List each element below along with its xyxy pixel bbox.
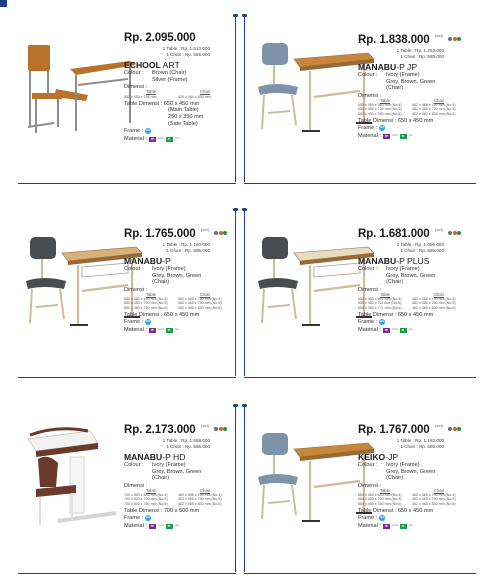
frame-row xyxy=(124,318,232,326)
card-border-tick xyxy=(242,14,247,17)
colour-row xyxy=(358,72,466,92)
dimension-col-chair xyxy=(178,489,232,506)
product-price: Rp. 2.095.000 xyxy=(124,32,196,44)
product-card-2[interactable] xyxy=(244,2,476,185)
dimension-values-chair xyxy=(178,297,232,310)
table-dimensi-label: Table Dimensi : xyxy=(358,311,397,318)
product-price: Rp. 2.173.000 xyxy=(124,424,196,436)
frame-badge-icon: BC xyxy=(380,516,385,520)
dimension-values-table xyxy=(124,493,178,506)
colour-row xyxy=(124,462,232,482)
table-dimensi xyxy=(124,508,232,515)
dimension-col-chair xyxy=(412,489,466,506)
frame-row xyxy=(358,124,466,132)
product-info xyxy=(124,418,232,530)
dimension-head-table: Table xyxy=(379,97,390,103)
dimensi-label: Dimensi : xyxy=(358,482,382,489)
list-item: 462 x 465 x 790 mm (No.5) xyxy=(412,107,456,112)
card-border-vertical xyxy=(235,406,236,572)
chair-price: 1 Chair : Rp. 585.000 xyxy=(166,51,210,57)
card-border-horizontal xyxy=(18,183,236,184)
price-line xyxy=(358,418,466,438)
material-label: Material : xyxy=(124,523,148,530)
list-item: 462 x 465 x 790 mm (No.5) xyxy=(412,301,456,306)
table-price: 1 Table : Rp. 1.180.000 xyxy=(162,242,210,247)
dimension-col-chair xyxy=(178,293,232,310)
material-pl-icon: PL xyxy=(167,524,171,528)
list-item: (Chair) xyxy=(386,85,404,92)
swatch-green xyxy=(223,427,227,431)
material-label: Material : xyxy=(358,133,382,140)
colour-label: Colour : xyxy=(124,266,144,273)
list-item: 650 x 450 x 640 mm (No.4) xyxy=(358,493,402,498)
dimensi-label: Dimensi : xyxy=(124,482,148,489)
frame-label: Frame : xyxy=(124,128,144,135)
table-dimensi xyxy=(124,312,232,319)
material-label: Material : xyxy=(124,327,148,334)
card-border-tick xyxy=(233,14,238,17)
material-pp-icon: PP xyxy=(384,524,389,528)
price-line xyxy=(124,222,232,242)
dimension-table xyxy=(358,293,466,310)
list-item: 462 x 465 x 790 mm (No.5) xyxy=(178,301,222,306)
dimension-col-chair xyxy=(412,99,466,116)
table-dimensi-label: Table Dimensi : xyxy=(358,507,397,514)
table-dimensi-values xyxy=(164,312,199,318)
table-dimensi-label: Table Dimensi : xyxy=(124,311,163,318)
swatch-green xyxy=(223,231,227,235)
colour-swatches xyxy=(448,28,462,46)
dimension-head-table: Table xyxy=(145,291,156,297)
product-name: MANABU-P HD xyxy=(124,452,186,463)
swatch-brown xyxy=(219,231,223,235)
colour-row xyxy=(358,266,466,286)
dimension-head-chair: Chair xyxy=(433,487,444,493)
list-item: 700 x 500 x 640 mm (No.4) xyxy=(124,493,168,498)
table-dimensi xyxy=(358,508,466,515)
list-item: 650 x 450 mm xyxy=(397,507,434,514)
frame-badge-icon: BC xyxy=(146,516,151,520)
list-item: 650 x 450 x 711 mm (No.5) xyxy=(358,301,402,306)
list-item: 650 x 450 x 661 mm (No.4) xyxy=(358,297,402,302)
list-item: 250 x 350 mm xyxy=(168,113,204,120)
chair-price: 1 Chair : Rp. 585.000 xyxy=(400,53,444,59)
card-border-vertical xyxy=(235,210,236,376)
list-item: 650 x 450 x 700 mm (No.5) xyxy=(124,301,168,306)
material-row xyxy=(358,132,466,140)
swatch-grey xyxy=(214,427,218,431)
frame-row xyxy=(358,514,466,522)
list-item: 700 x 500 x 700 mm (No.5) xyxy=(124,497,168,502)
dimension-col-table xyxy=(358,293,412,310)
dimensi-label: Dimensi : xyxy=(124,286,148,293)
material-pp-note: Solid xyxy=(392,328,398,332)
product-price: Rp. 1.765.000 xyxy=(124,228,196,240)
set-label: (set) xyxy=(435,33,444,38)
material-pl-icon: PL xyxy=(167,328,171,332)
list-item: 650 x 450 x 640 mm (No.4) xyxy=(124,297,168,302)
card-border-tick xyxy=(242,208,247,211)
product-price: Rp. 1.838.000 xyxy=(358,34,430,46)
dimension-values-table xyxy=(124,297,178,310)
list-item: 650 x 450 mm xyxy=(397,117,434,124)
list-item: Grey, Brown, Green xyxy=(386,78,436,85)
swatch-green xyxy=(457,231,461,235)
material-pl-note: Non xyxy=(174,524,180,528)
dimensi-label: Dimensi : xyxy=(358,286,382,293)
dimension-table xyxy=(124,293,232,310)
table-dimensi xyxy=(124,101,232,127)
list-item: 462 x 465 x 750 mm (No.4) xyxy=(412,493,456,498)
colour-values xyxy=(152,70,232,83)
list-item: Ivory (Frame) xyxy=(386,462,420,469)
dimension-head-chair: Chair xyxy=(199,487,210,493)
swatch-brown xyxy=(453,231,457,235)
list-item: 462 x 462 x 839 mm (No.6) xyxy=(412,111,456,116)
swatch-green xyxy=(457,427,461,431)
colour-swatches xyxy=(214,222,228,240)
list-item: 462 x 465 x 830 mm (No.6) xyxy=(412,305,456,310)
table-dimensi xyxy=(358,118,466,125)
swatch-brown xyxy=(453,427,457,431)
list-item: 700 x 500 mm xyxy=(163,507,200,514)
list-item: Brown (Chair) xyxy=(152,70,187,77)
chair-price: 1 Chair : Rp. 585.000 xyxy=(166,443,210,449)
table-dimensi-values xyxy=(398,508,433,514)
colour-label: Colour : xyxy=(124,70,144,77)
table-dimensi-label: Table Dimensi : xyxy=(124,507,163,514)
frame-badge-icon: BC xyxy=(146,320,151,324)
product-card-4[interactable] xyxy=(244,196,476,379)
material-pl-note: Non xyxy=(174,328,180,332)
list-item: Ivory (Frame) xyxy=(386,72,420,79)
list-item: Ivory (Frame) xyxy=(152,462,186,469)
list-item: 650 x 450 mm xyxy=(163,311,200,318)
material-pl-note: Non xyxy=(174,137,180,141)
product-price: Rp. 1.681.000 xyxy=(358,228,430,240)
colour-row xyxy=(124,266,232,286)
product-info xyxy=(124,28,232,143)
price-line xyxy=(358,222,466,242)
colour-values xyxy=(386,72,466,92)
list-item: 650 x 450 mm xyxy=(163,100,200,107)
list-item: 650 x 450 x 760 mm (No.6) xyxy=(124,305,168,310)
list-item: 462 x 465 x 750 mm (No.4) xyxy=(178,493,222,498)
swatch-brown xyxy=(219,427,223,431)
product-info xyxy=(358,28,466,140)
table-dimensi-values xyxy=(398,118,433,124)
frame-label: Frame : xyxy=(124,319,144,326)
list-item: 429 x 444 x 830 mm xyxy=(178,94,211,99)
material-row xyxy=(124,522,232,530)
list-item: Grey, Brown, Green xyxy=(386,468,436,475)
dimension-head-table: Table xyxy=(145,89,156,95)
list-item: 650 x 450 mm xyxy=(397,311,434,318)
card-border-horizontal xyxy=(244,573,476,574)
colour-label: Colour : xyxy=(358,72,378,79)
list-item: (Chair) xyxy=(152,475,170,482)
product-price: Rp. 1.767.000 xyxy=(358,424,430,436)
dimension-col-chair xyxy=(412,293,466,310)
frame-row xyxy=(124,514,232,522)
dimensi-label: Dimensi : xyxy=(358,92,382,99)
material-pp-note: Solid xyxy=(158,524,164,528)
material-label: Material : xyxy=(124,136,148,143)
table-dimensi xyxy=(358,312,466,319)
dimension-col-table xyxy=(358,489,412,506)
material-pl-note: Non xyxy=(408,524,414,528)
dimension-head-chair: Chair xyxy=(199,291,210,297)
card-border-horizontal xyxy=(244,377,476,378)
list-item: 462 x 465 x 790 mm (No.5) xyxy=(412,497,456,502)
card-border-tick xyxy=(242,404,247,407)
material-label: Material : xyxy=(358,327,382,334)
dimension-values-table xyxy=(124,95,178,99)
dimensi-label: Dimensi : xyxy=(124,84,148,91)
table-dimensi-values xyxy=(398,312,433,318)
list-item: (Chair) xyxy=(152,279,170,286)
set-label: (set) xyxy=(201,227,210,232)
swatch-green xyxy=(457,37,461,41)
material-pp-icon: PP xyxy=(150,524,155,528)
material-pl-note: Non xyxy=(408,328,414,332)
frame-badge-icon: BC xyxy=(380,320,385,324)
price-line xyxy=(358,28,466,48)
price-line xyxy=(124,28,232,46)
material-pp-icon: PP xyxy=(150,328,155,332)
colour-swatches xyxy=(214,418,228,436)
frame-label: Frame : xyxy=(358,319,378,326)
frame-badge-icon: BC xyxy=(380,126,385,130)
material-row xyxy=(124,135,232,143)
list-item: 650 x 450 x 780 mm (No.6) xyxy=(358,111,402,116)
product-card-5[interactable] xyxy=(4,392,236,575)
dimension-head-table: Table xyxy=(379,291,390,297)
list-item: 650 x 450 x 771 mm (No.6) xyxy=(358,305,402,310)
material-pp-note: Solid xyxy=(392,524,398,528)
price-line xyxy=(124,418,232,438)
list-item: 462 x 465 x 830 mm (No.6) xyxy=(178,305,222,310)
dimension-col-table xyxy=(124,489,178,506)
card-border-horizontal xyxy=(18,377,236,378)
colour-label: Colour : xyxy=(358,462,378,469)
dimension-values-chair xyxy=(412,103,466,116)
material-pp-icon: PP xyxy=(384,134,389,138)
list-item: 700 x 500 x 760 mm (No.6) xyxy=(124,501,168,506)
swatch-grey xyxy=(448,427,452,431)
colour-row xyxy=(358,462,466,482)
card-border-vertical xyxy=(244,406,245,572)
frame-row xyxy=(124,127,232,135)
colour-values xyxy=(152,266,232,286)
list-item: Ivory (Frame) xyxy=(386,266,420,273)
frame-row xyxy=(358,318,466,326)
dimension-values-table xyxy=(358,103,412,116)
chair-price: 1 Chair : Rp. 585.000 xyxy=(400,247,444,253)
dimension-head-table: Table xyxy=(145,487,156,493)
card-border-horizontal xyxy=(244,183,476,184)
dimension-values-table xyxy=(358,297,412,310)
table-price: 1 Table : Rp. 1.510.000 xyxy=(162,46,210,51)
list-item: 650 x 450 x 730 mm (No.5) xyxy=(358,107,402,112)
table-dimensi-label: Table Dimensi : xyxy=(358,117,397,124)
dimension-values-table xyxy=(358,493,412,506)
list-item: (Chair) xyxy=(386,279,404,286)
material-pl-icon: PL xyxy=(401,328,405,332)
material-pl-icon: PL xyxy=(401,524,405,528)
dimension-values-chair xyxy=(178,493,232,506)
product-name: KEIKO-JP xyxy=(358,452,399,463)
product-name: MANABU-P JP xyxy=(358,62,418,73)
card-border-vertical xyxy=(244,210,245,376)
product-info xyxy=(358,418,466,530)
dimension-table xyxy=(358,489,466,506)
list-item: 650 x 450 x 580 mm (No.4) xyxy=(358,103,402,108)
dimension-table xyxy=(124,90,232,98)
table-price: 1 Table : Rp. 1.588.000 xyxy=(162,438,210,443)
frame-label: Frame : xyxy=(358,125,378,132)
colour-swatches xyxy=(448,222,462,240)
material-pp-icon: PP xyxy=(384,328,389,332)
material-pp-icon: PP xyxy=(150,137,155,141)
dimension-head-chair: Chair xyxy=(199,89,210,95)
table-price: 1 Table : Rp. 1.182.000 xyxy=(396,438,444,443)
dimension-col-table xyxy=(124,293,178,310)
product-info xyxy=(124,222,232,334)
card-border-tick xyxy=(233,404,238,407)
dimension-table xyxy=(124,489,232,506)
colour-label: Colour : xyxy=(124,462,144,469)
dimension-values-chair xyxy=(412,297,466,310)
frame-badge-icon: BC xyxy=(146,129,151,133)
product-card-1[interactable] xyxy=(4,2,236,185)
frame-label: Frame : xyxy=(358,515,378,522)
colour-label: Colour : xyxy=(358,266,378,273)
swatch-brown xyxy=(453,37,457,41)
table-price: 1 Table : Rp. 1.253.000 xyxy=(396,48,444,53)
material-pp-note: Solid xyxy=(158,328,164,332)
product-card-6[interactable] xyxy=(244,392,476,575)
material-row xyxy=(358,326,466,334)
list-item: 462 x 465 x 830 mm (No.6) xyxy=(412,501,456,506)
product-card-3[interactable] xyxy=(4,196,236,379)
table-dimensi-label: Table Dimensi : xyxy=(124,100,163,107)
card-border-vertical xyxy=(235,16,236,182)
swatch-grey xyxy=(448,231,452,235)
set-label: (set) xyxy=(435,423,444,428)
list-item: 462 x 466 x 750 mm (No.4) xyxy=(412,297,456,302)
dimension-values-chair xyxy=(412,493,466,506)
list-item: 462 x 466 x 750 mm (No.4) xyxy=(412,103,456,108)
product-info xyxy=(358,222,466,334)
material-label: Material : xyxy=(358,523,382,530)
list-item: 650 x 450 x 760 mm (No.6) xyxy=(358,501,402,506)
colour-values xyxy=(386,266,466,286)
list-item: (Side Table) xyxy=(168,120,198,127)
material-row xyxy=(124,326,232,334)
dimension-table xyxy=(358,99,466,116)
product-name: MANABU-P xyxy=(124,256,171,267)
swatch-grey xyxy=(448,37,452,41)
list-item: Grey, Brown, Green xyxy=(152,272,202,279)
dimension-values-chair xyxy=(178,95,232,99)
chair-price: 1 Chair : Rp. 585.000 xyxy=(166,247,210,253)
dimension-head-chair: Chair xyxy=(433,291,444,297)
list-item: 462 x 465 x 790 mm (No.5) xyxy=(178,497,222,502)
product-name: MANABU-P PLUS xyxy=(358,256,430,267)
colour-row xyxy=(124,70,232,83)
table-price: 1 Table : Rp. 1.096.000 xyxy=(396,242,444,247)
list-item: (Chair) xyxy=(386,475,404,482)
dimension-head-chair: Chair xyxy=(433,97,444,103)
set-label: (set) xyxy=(435,227,444,232)
material-pp-note: Solid xyxy=(158,137,164,141)
swatch-grey xyxy=(214,231,218,235)
chair-price: 1 Chair : Rp. 585.000 xyxy=(400,443,444,449)
card-border-vertical xyxy=(244,16,245,182)
list-item: Ivory (Frame) xyxy=(152,266,186,273)
list-item: (Main Table) xyxy=(168,107,199,114)
list-item: 852 x 450 x 754 mm xyxy=(124,94,157,99)
dimension-col-table xyxy=(358,99,412,116)
material-pl-note: Non xyxy=(408,134,414,138)
list-item: 462 x 465 x 750 mm (No.4) xyxy=(178,297,222,302)
colour-values xyxy=(386,462,466,482)
frame-label: Frame : xyxy=(124,515,144,522)
list-item: Silver (Frame) xyxy=(152,76,188,83)
colour-swatches xyxy=(448,418,462,436)
material-pl-icon: PL xyxy=(167,137,171,141)
set-label: (set) xyxy=(201,423,210,428)
dimension-col-table xyxy=(124,90,178,98)
colour-values xyxy=(152,462,232,482)
card-border-tick xyxy=(233,208,238,211)
card-border-horizontal xyxy=(18,573,236,574)
product-name: ECHOOL ART xyxy=(124,60,180,71)
list-item: Grey, Brown, Green xyxy=(152,468,202,475)
list-item: 650 x 450 x 700 mm (No.5) xyxy=(358,497,402,502)
list-item: Grey, Brown, Green xyxy=(386,272,436,279)
dimension-head-table: Table xyxy=(379,487,390,493)
table-dimensi-values xyxy=(164,508,199,514)
material-row xyxy=(358,522,466,530)
material-pp-note: Solid xyxy=(392,134,398,138)
dimension-col-chair xyxy=(178,90,232,98)
list-item: 462 x 465 x 830 mm (No.6) xyxy=(178,501,222,506)
material-pl-icon: PL xyxy=(401,134,405,138)
